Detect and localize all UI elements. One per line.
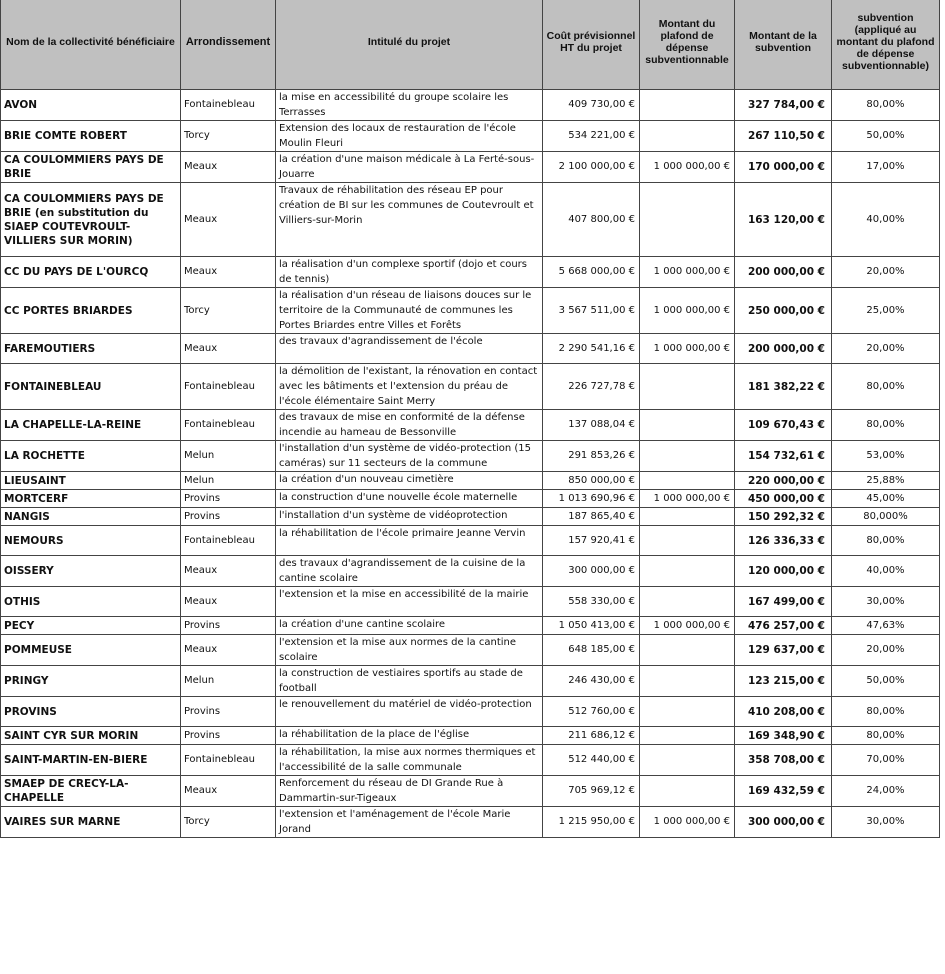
beneficiary-cell: LA CHAPELLE-LA-REINE: [1, 410, 181, 441]
table-row: [1, 587, 940, 617]
beneficiary-cell: CA COULOMMIERS PAYS DE BRIE (en substitution du SIAEP COUTEVROULT-VILLIERS SUR MORIN): [1, 183, 181, 257]
subsidy-amount-cell: 327 784,00 €: [735, 90, 832, 121]
beneficiary-cell: SAINT CYR SUR MORIN: [1, 727, 181, 745]
table-row: [1, 257, 940, 288]
table-body: [1, 90, 940, 838]
beneficiary-cell: OTHIS: [1, 587, 181, 617]
beneficiary-cell: SMAEP DE CRECY-LA-CHAPELLE: [1, 776, 181, 807]
arrondissement-cell: Provins: [181, 508, 276, 526]
table-row: [1, 334, 940, 364]
table-row: [1, 121, 940, 152]
beneficiary-cell: MORTCERF: [1, 490, 181, 508]
arrondissement-cell: Fontainebleau: [181, 364, 276, 410]
table-row: [1, 745, 940, 776]
project-cell: la construction de vestiaires sportifs au stade de football: [276, 666, 543, 697]
subsidy-amount-cell: 410 208,00 €: [735, 697, 832, 727]
project-cell: la réhabilitation de la place de l'église: [276, 727, 543, 745]
subsidy-amount-cell: 200 000,00 €: [735, 257, 832, 288]
header-arrondissement: Arrondissement: [181, 0, 276, 90]
table-row: [1, 556, 940, 587]
beneficiary-cell: PRINGY: [1, 666, 181, 697]
project-cell: la création d'une maison médicale à La Ferté-sous-Jouarre: [276, 152, 543, 183]
beneficiary-cell: OISSERY: [1, 556, 181, 587]
cost-cell: 3 567 511,00 €: [543, 288, 640, 334]
subsidy-rate-cell: 30,00%: [832, 587, 940, 617]
table-row: [1, 508, 940, 526]
subsidy-amount-cell: 150 292,32 €: [735, 508, 832, 526]
arrondissement-cell: Fontainebleau: [181, 526, 276, 556]
subsidy-rate-cell: 50,00%: [832, 666, 940, 697]
cost-cell: 1 215 950,00 €: [543, 807, 640, 838]
header-cost: Coût prévisionnel HT du projet: [543, 0, 640, 90]
subsidy-rate-cell: 80,00%: [832, 364, 940, 410]
table-row: [1, 472, 940, 490]
arrondissement-cell: Melun: [181, 472, 276, 490]
cost-cell: 211 686,12 €: [543, 727, 640, 745]
header-subsidy-amount: Montant de la subvention: [735, 0, 832, 90]
cost-cell: 157 920,41 €: [543, 526, 640, 556]
subsidy-rate-cell: 25,00%: [832, 288, 940, 334]
beneficiary-cell: CC PORTES BRIARDES: [1, 288, 181, 334]
cap-cell: [640, 776, 735, 807]
beneficiary-cell: PECY: [1, 617, 181, 635]
subsidy-rate-cell: 47,63%: [832, 617, 940, 635]
cap-cell: [640, 410, 735, 441]
cost-cell: 512 760,00 €: [543, 697, 640, 727]
subsidy-rate-cell: 80,00%: [832, 410, 940, 441]
cap-cell: [640, 364, 735, 410]
cap-cell: 1 000 000,00 €: [640, 288, 735, 334]
subsidy-rate-cell: 20,00%: [832, 257, 940, 288]
project-cell: la réhabilitation, la mise aux normes thermiques et l'accessibilité de la salle communale: [276, 745, 543, 776]
arrondissement-cell: Meaux: [181, 587, 276, 617]
header-project-title: Intitulé du projet: [276, 0, 543, 90]
header-cap: Montant du plafond de dépense subventionnable: [640, 0, 735, 90]
table-row: [1, 635, 940, 666]
table-row: [1, 526, 940, 556]
subsidy-rate-cell: 20,00%: [832, 635, 940, 666]
cap-cell: 1 000 000,00 €: [640, 807, 735, 838]
subsidy-amount-cell: 170 000,00 €: [735, 152, 832, 183]
project-cell: l'extension et la mise en accessibilité de la mairie: [276, 587, 543, 617]
cap-cell: [640, 697, 735, 727]
cap-cell: [640, 635, 735, 666]
subsidy-amount-cell: 358 708,00 €: [735, 745, 832, 776]
cost-cell: 1 013 690,96 €: [543, 490, 640, 508]
project-cell: l'installation d'un système de vidéo-protection (15 caméras) sur 11 secteurs de la commune: [276, 441, 543, 472]
arrondissement-cell: Meaux: [181, 635, 276, 666]
cap-cell: 1 000 000,00 €: [640, 490, 735, 508]
header-subsidy-rate: subvention (appliqué au montant du plafond de dépense subventionnable): [832, 0, 940, 90]
arrondissement-cell: Provins: [181, 617, 276, 635]
subsidy-amount-cell: 450 000,00 €: [735, 490, 832, 508]
arrondissement-cell: Fontainebleau: [181, 410, 276, 441]
cost-cell: 246 430,00 €: [543, 666, 640, 697]
arrondissement-cell: Meaux: [181, 183, 276, 257]
subsidy-rate-cell: 80,00%: [832, 526, 940, 556]
cap-cell: [640, 745, 735, 776]
beneficiary-cell: SAINT-MARTIN-EN-BIERE: [1, 745, 181, 776]
cap-cell: [640, 90, 735, 121]
subsidy-amount-cell: 123 215,00 €: [735, 666, 832, 697]
subsidy-rate-cell: 70,00%: [832, 745, 940, 776]
subsidy-rate-cell: 17,00%: [832, 152, 940, 183]
beneficiary-cell: AVON: [1, 90, 181, 121]
cap-cell: 1 000 000,00 €: [640, 334, 735, 364]
beneficiary-cell: FONTAINEBLEAU: [1, 364, 181, 410]
project-cell: des travaux de mise en conformité de la défense incendie au hameau de Bessonville: [276, 410, 543, 441]
cost-cell: 850 000,00 €: [543, 472, 640, 490]
subsidy-rate-cell: 25,88%: [832, 472, 940, 490]
arrondissement-cell: Provins: [181, 727, 276, 745]
subsidy-rate-cell: 20,00%: [832, 334, 940, 364]
cost-cell: 705 969,12 €: [543, 776, 640, 807]
cap-cell: 1 000 000,00 €: [640, 257, 735, 288]
cap-cell: [640, 508, 735, 526]
cost-cell: 407 800,00 €: [543, 183, 640, 257]
arrondissement-cell: Meaux: [181, 776, 276, 807]
subsidy-amount-cell: 163 120,00 €: [735, 183, 832, 257]
cap-cell: 1 000 000,00 €: [640, 152, 735, 183]
table-row: [1, 697, 940, 727]
subsidy-rate-cell: 80,00%: [832, 697, 940, 727]
cost-cell: 534 221,00 €: [543, 121, 640, 152]
arrondissement-cell: Fontainebleau: [181, 745, 276, 776]
arrondissement-cell: Torcy: [181, 121, 276, 152]
cost-cell: 187 865,40 €: [543, 508, 640, 526]
table-row: [1, 490, 940, 508]
subsidy-amount-cell: 300 000,00 €: [735, 807, 832, 838]
beneficiary-cell: CA COULOMMIERS PAYS DE BRIE: [1, 152, 181, 183]
subsidy-amount-cell: 126 336,33 €: [735, 526, 832, 556]
table-row: [1, 807, 940, 838]
cost-cell: 512 440,00 €: [543, 745, 640, 776]
subsidy-rate-cell: 53,00%: [832, 441, 940, 472]
table-row: [1, 364, 940, 410]
table-row: [1, 152, 940, 183]
subsidy-rate-cell: 50,00%: [832, 121, 940, 152]
arrondissement-cell: Melun: [181, 441, 276, 472]
project-cell: l'installation d'un système de vidéoprotection: [276, 508, 543, 526]
cost-cell: 1 050 413,00 €: [543, 617, 640, 635]
arrondissement-cell: Meaux: [181, 152, 276, 183]
beneficiary-cell: CC DU PAYS DE L'OURCQ: [1, 257, 181, 288]
beneficiary-cell: NEMOURS: [1, 526, 181, 556]
project-cell: la création d'une cantine scolaire: [276, 617, 543, 635]
subsidy-amount-cell: 220 000,00 €: [735, 472, 832, 490]
project-cell: le renouvellement du matériel de vidéo-protection: [276, 697, 543, 727]
table-row: [1, 183, 940, 257]
cost-cell: 2 100 000,00 €: [543, 152, 640, 183]
subsidy-amount-cell: 167 499,00 €: [735, 587, 832, 617]
cost-cell: 300 000,00 €: [543, 556, 640, 587]
subsidy-amount-cell: 169 348,90 €: [735, 727, 832, 745]
cap-cell: [640, 556, 735, 587]
arrondissement-cell: Torcy: [181, 807, 276, 838]
cap-cell: [640, 666, 735, 697]
subsidy-rate-cell: 80,00%: [832, 90, 940, 121]
cost-cell: 558 330,00 €: [543, 587, 640, 617]
arrondissement-cell: Meaux: [181, 334, 276, 364]
cost-cell: 648 185,00 €: [543, 635, 640, 666]
project-cell: la construction d'une nouvelle école maternelle: [276, 490, 543, 508]
arrondissement-cell: Meaux: [181, 257, 276, 288]
header-beneficiary: Nom de la collectivité bénéficiaire: [1, 0, 181, 90]
table-row: [1, 288, 940, 334]
header-row: [1, 0, 940, 90]
subsidy-amount-cell: 120 000,00 €: [735, 556, 832, 587]
cap-cell: [640, 183, 735, 257]
project-cell: la réalisation d'un complexe sportif (dojo et cours de tennis): [276, 257, 543, 288]
subsidy-amount-cell: 129 637,00 €: [735, 635, 832, 666]
subsidy-amount-cell: 476 257,00 €: [735, 617, 832, 635]
table-row: [1, 666, 940, 697]
arrondissement-cell: Fontainebleau: [181, 90, 276, 121]
project-cell: la réhabilitation de l'école primaire Jeanne Vervin: [276, 526, 543, 556]
beneficiary-cell: PROVINS: [1, 697, 181, 727]
subsidy-rate-cell: 45,00%: [832, 490, 940, 508]
subsidy-amount-cell: 267 110,50 €: [735, 121, 832, 152]
cap-cell: [640, 587, 735, 617]
project-cell: l'extension et l'aménagement de l'école Marie Jorand: [276, 807, 543, 838]
cost-cell: 226 727,78 €: [543, 364, 640, 410]
arrondissement-cell: Torcy: [181, 288, 276, 334]
cost-cell: 2 290 541,16 €: [543, 334, 640, 364]
project-cell: l'extension et la mise aux normes de la cantine scolaire: [276, 635, 543, 666]
subsidy-amount-cell: 169 432,59 €: [735, 776, 832, 807]
beneficiary-cell: LIEUSAINT: [1, 472, 181, 490]
beneficiary-cell: FAREMOUTIERS: [1, 334, 181, 364]
subsidy-rate-cell: 24,00%: [832, 776, 940, 807]
arrondissement-cell: Provins: [181, 490, 276, 508]
subsidy-rate-cell: 40,00%: [832, 183, 940, 257]
subsidy-amount-cell: 200 000,00 €: [735, 334, 832, 364]
cost-cell: 5 668 000,00 €: [543, 257, 640, 288]
project-cell: Travaux de réhabilitation des réseau EP pour création de BI sur les communes de Coutevroult et Villiers-sur-Morin: [276, 183, 543, 257]
subsidy-amount-cell: 250 000,00 €: [735, 288, 832, 334]
beneficiary-cell: LA ROCHETTE: [1, 441, 181, 472]
subsidy-rate-cell: 40,00%: [832, 556, 940, 587]
table-row: [1, 776, 940, 807]
cap-cell: [640, 121, 735, 152]
subsidy-rate-cell: 80,000%: [832, 508, 940, 526]
cap-cell: [640, 526, 735, 556]
project-cell: la mise en accessibilité du groupe scolaire les Terrasses: [276, 90, 543, 121]
beneficiary-cell: POMMEUSE: [1, 635, 181, 666]
cost-cell: 409 730,00 €: [543, 90, 640, 121]
project-cell: des travaux d'agrandissement de la cuisine de la cantine scolaire: [276, 556, 543, 587]
table-row: [1, 90, 940, 121]
arrondissement-cell: Meaux: [181, 556, 276, 587]
project-cell: la démolition de l'existant, la rénovation en contact avec les bâtiments et l'extension du préau de l'école élémentaire Saint Merry: [276, 364, 543, 410]
table-row: [1, 410, 940, 441]
subsidy-rate-cell: 30,00%: [832, 807, 940, 838]
arrondissement-cell: Provins: [181, 697, 276, 727]
beneficiary-cell: BRIE COMTE ROBERT: [1, 121, 181, 152]
subsidy-rate-cell: 80,00%: [832, 727, 940, 745]
subsidy-amount-cell: 154 732,61 €: [735, 441, 832, 472]
subsidy-amount-cell: 181 382,22 €: [735, 364, 832, 410]
cost-cell: 137 088,04 €: [543, 410, 640, 441]
project-cell: Renforcement du réseau de DI Grande Rue à Dammartin-sur-Tigeaux: [276, 776, 543, 807]
cost-cell: 291 853,26 €: [543, 441, 640, 472]
subsidy-amount-cell: 109 670,43 €: [735, 410, 832, 441]
table-row: [1, 727, 940, 745]
table-row: [1, 441, 940, 472]
cap-cell: 1 000 000,00 €: [640, 617, 735, 635]
cap-cell: [640, 727, 735, 745]
table-row: [1, 617, 940, 635]
beneficiary-cell: NANGIS: [1, 508, 181, 526]
project-cell: Extension des locaux de restauration de l'école Moulin Fleuri: [276, 121, 543, 152]
project-cell: des travaux d'agrandissement de l'école: [276, 334, 543, 364]
arrondissement-cell: Melun: [181, 666, 276, 697]
cap-cell: [640, 472, 735, 490]
project-cell: la création d'un nouveau cimetière: [276, 472, 543, 490]
cap-cell: [640, 441, 735, 472]
beneficiary-cell: VAIRES SUR MARNE: [1, 807, 181, 838]
project-cell: la réalisation d'un réseau de liaisons douces sur le territoire de la Communauté de communes les Portes Briardes entre Villes et Forêts: [276, 288, 543, 334]
